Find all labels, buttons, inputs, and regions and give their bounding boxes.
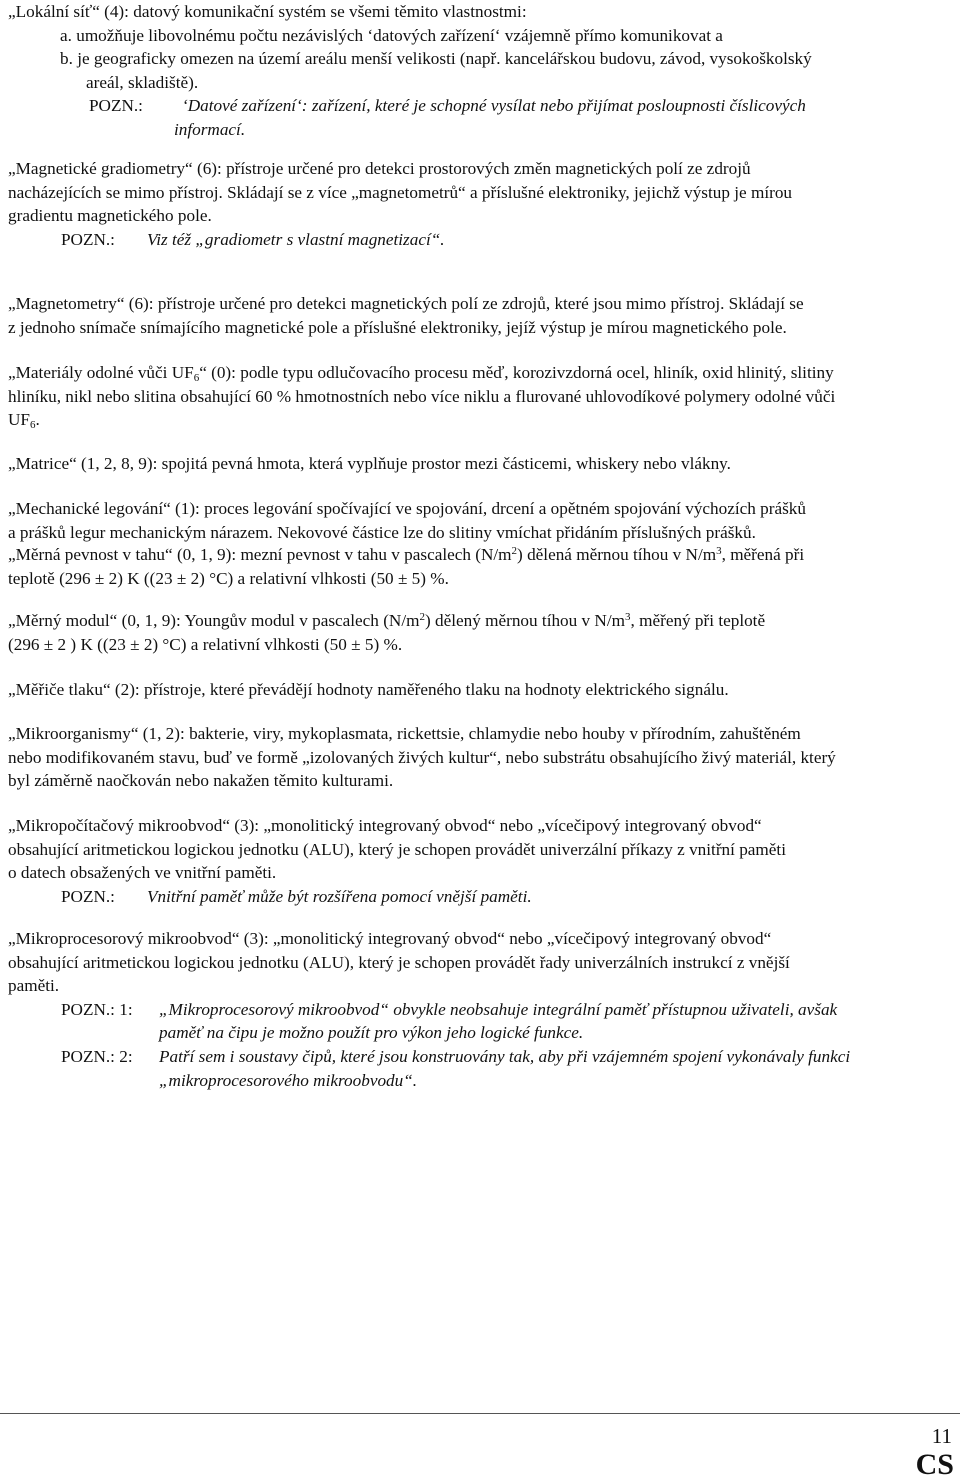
note-text-cont: informací.	[174, 119, 246, 139]
definition-text: z jednoho snímače snímajícího magnetické pole a příslušné elektroniky, jejíž výstup je mírou magnetického pole.	[8, 317, 787, 337]
definition-legovani	[8, 497, 952, 544]
definition-text: paměti.	[8, 976, 60, 996]
definition-text: $UF_6$.	[8, 410, 40, 432]
definition-text: hliníku, nikl nebo slitina obsahující 60 % hmotnostních nebo více niklu a flurované uhlovodíkové polymery odolné vůči	[8, 386, 836, 406]
definition-text: teplotě (296 ± 2) K ((23 ± 2) °C) a relativní vlhkosti (50 ± 5) %.	[8, 568, 449, 588]
definition-mikropocitacovy	[8, 814, 952, 908]
definition-gradiometry	[8, 157, 952, 251]
definition-text: obsahující aritmetickou logickou jednotku (ALU), který je schopen provádět univerzální příkazy z vnitřní paměti	[8, 839, 786, 859]
note-text: ‘Datové zařízení‘: zařízení, které je schopné vysílat nebo přijímat posloupnosti číslicových	[182, 96, 806, 116]
definition-text: obsahující aritmetickou logickou jednotku (ALU), který je schopen provádět řady univerzálních instrukcí z vnější	[8, 952, 790, 972]
definition-text: a prášků legur mechanickým nárazem. Nekovové částice lze do slitiny vmíchat přidáním příslušných prášků.	[8, 522, 756, 542]
definition-matrice	[8, 452, 952, 476]
definition-text: „Mikropočítačový mikroobvod“ (3): „monolitický integrovaný obvod“ nebo „vícečipový integrovaný obvod“	[8, 816, 762, 835]
definition-text: „Měřiče tlaku“ (2): přístroje, které převádějí hodnoty naměřeného tlaku na hodnoty elektrického signálu.	[8, 680, 729, 699]
note-label: POZN.:	[89, 96, 143, 116]
definition-text: „Magnetometry“ (6): přístroje určené pro detekci magnetických polí ze zdrojů, které jsou mimo přístroj. Skládají se	[8, 294, 804, 313]
definition-text: „Magnetické gradiometry“ (6): přístroje určené pro detekci prostorových změn magnetických polí ze zdrojů	[8, 159, 751, 178]
definition-text: „Mikroprocesorový mikroobvod“ (3): „monolitický integrovaný obvod“ nebo „vícečipový integrovaný obvod“	[8, 929, 772, 948]
definition-merna-pevnost	[8, 543, 952, 590]
note-label: POZN.: 1:	[61, 999, 133, 1019]
definition-mikroprocesorovy	[8, 927, 952, 1092]
definition-mikroorganismy	[8, 722, 952, 793]
note-line	[8, 228, 952, 252]
definition-text: gradientu magnetického pole.	[8, 206, 212, 226]
note-label: POZN.:	[61, 229, 115, 249]
list-item-a: a. umožňuje libovolnému počtu nezávislých ‘datových zařízení‘ vzájemně přímo komunikovat a	[60, 25, 723, 45]
definition-text: „Měrná pevnost v tahu“ (0, 1, 9): mezní pevnost v tahu v pascalech $(N/m^2)$ dělená měrnou tíhou v $N/m^3$, měřená při	[8, 545, 805, 564]
note-label: POZN.:	[61, 886, 115, 906]
language-code: CS	[915, 1448, 954, 1481]
note-text: Vnitřní paměť může být rozšířena pomocí vnější paměti.	[147, 886, 532, 906]
note-line	[8, 998, 952, 1022]
note-text: „Mikroprocesorový mikroobvod“ obvykle neobsahuje integrální paměť přístupnou uživateli, avšak	[159, 999, 838, 1019]
note-text-cont: „mikroprocesorového mikroobvodu“.	[159, 1070, 418, 1090]
footer-divider	[0, 1413, 960, 1414]
note-text: Viz též „gradiometr s vlastní magnetizací“.	[147, 229, 445, 249]
note-line	[8, 885, 952, 909]
definition-text: „Mechanické legování“ (1): proces legování spočívající ve spojování, drcení a opětném spojování výchozích prášků	[8, 499, 806, 518]
list-item-b: b. je geograficky omezen na území areálu menší velikosti (např. kancelářskou budovu, závod, vysokoškolský	[60, 49, 812, 69]
note-line	[8, 1045, 952, 1069]
definition-lokalni-sit	[8, 0, 952, 142]
note-label: POZN.: 2:	[61, 1046, 133, 1066]
definition-text: „Mikroorganismy“ (1, 2): bakterie, viry, mykoplasmata, rickettsie, chlamydie nebo houby v přírodním, zahuštěném	[8, 724, 801, 743]
list-item-b-cont: areál, skladiště).	[86, 72, 199, 92]
definition-magnetometry	[8, 292, 952, 339]
page-number: 11	[931, 1424, 952, 1448]
definition-merice-tlaku	[8, 678, 952, 702]
definition-text: byl záměrně naočkován nebo nakažen těmito kulturami.	[8, 771, 394, 791]
definition-text: „Matrice“ (1, 2, 8, 9): spojitá pevná hmota, která vyplňuje prostor mezi částicemi, whiskery nebo vlákny.	[8, 454, 731, 473]
note-line	[8, 94, 952, 118]
definition-text: nacházejících se mimo přístroj. Skládají se z více „magnetometrů“ a příslušné elektroniky, jejichž výstup je mírou	[8, 182, 793, 202]
definition-text: „Lokální síť“ (4): datový komunikační systém se všemi těmito vlastnostmi:	[8, 2, 527, 21]
note-text-cont: paměť na čipu je možno použít pro výkon jeho logické funkce.	[159, 1023, 584, 1043]
definition-text: o datech obsažených ve vnitřní paměti.	[8, 863, 277, 883]
note-text: Patří sem i soustavy čipů, které jsou konstruovány tak, aby při vzájemném spojení vykonávaly funkci	[159, 1046, 851, 1066]
definition-merny-modul	[8, 609, 952, 656]
definition-text: „Materiály odolné vůči $UF_6“$ (0): podle typu odlučovacího procesu měď, korozivzdorná ocel, hliník, oxid hlinitý, slitiny	[8, 363, 834, 384]
definition-text: „Měrný modul“ (0, 1, 9): Youngův modul v pascalech $(N/m^2)$ dělený měrnou tíhou v $N/m^3$, měřený při teplotě	[8, 611, 766, 630]
definition-materialy	[8, 361, 952, 432]
definition-text: nebo modifikovaném stavu, buď ve formě „izolovaných živých kultur“, nebo substrátu obsahujícího živý materiál, který	[8, 747, 836, 767]
definition-text: (296 ± 2 ) K ((23 ± 2) °C) a relativní vlhkosti (50 ± 5) %.	[8, 634, 403, 654]
